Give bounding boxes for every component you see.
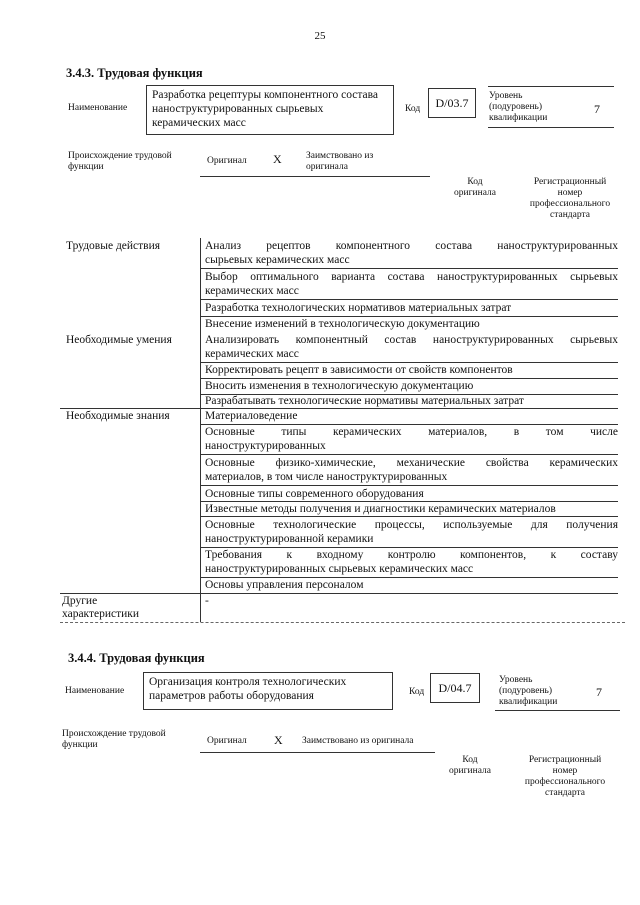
knowledge-line-3: наноструктурированных — [205, 440, 326, 452]
level-value: 7 — [594, 102, 600, 116]
code-original-label-2: Код оригинала — [449, 755, 491, 776]
divider — [200, 501, 618, 502]
level-border-bottom — [488, 127, 614, 128]
divider — [200, 424, 618, 425]
origin-underline — [200, 176, 430, 177]
reg-number-label: Регистрационный номер профессионального стандарта — [529, 177, 611, 220]
knowledge-line-1: Материаловедение — [205, 410, 298, 422]
original-mark: X — [273, 152, 282, 166]
knowledge-line-9: наноструктурированной керамики — [205, 533, 374, 545]
divider — [200, 485, 618, 486]
borrowed-label-2: Заимствовано из оригинала — [302, 736, 414, 746]
level-label: Уровень (подуровень) квалификации — [489, 91, 548, 123]
borrowed-label: Заимствовано из оригинала — [306, 151, 374, 172]
knowledge-line-5: материалов, в том числе наноструктурированных — [205, 471, 448, 483]
original-label-2: Оригинал — [207, 736, 247, 746]
reg-number-label-2: Регистрационный номер профессионального стандарта — [524, 755, 606, 798]
divider — [200, 454, 618, 455]
original-mark-2: X — [274, 733, 283, 747]
labor-action-line-3: Выбор оптимального варианта состава наноструктурированных сырьевых — [205, 271, 618, 283]
divider — [60, 408, 618, 409]
skill-line-2: керамических масс — [205, 348, 299, 360]
function-name-box: Разработка рецептуры компонентного состава наноструктурированных сырьевых керамических масс — [146, 85, 394, 135]
knowledge-line-6: Основные типы современного оборудования — [205, 488, 424, 500]
function-name-box-2: Организация контроля технологических параметров работы оборудования — [143, 672, 393, 710]
skill-line-1: Анализировать компонентный состав наноструктурированных сырьевых — [205, 334, 618, 346]
divider — [60, 593, 618, 594]
level-border-bottom-2 — [495, 710, 620, 711]
labor-action-line-6: Внесение изменений в технологическую документацию — [205, 318, 480, 330]
section-title-2: 3.4.4. Трудовая функция — [68, 651, 205, 665]
knowledge-line-2: Основные типы керамических материалов, в том числе — [205, 426, 618, 438]
origin-label: Происхождение трудовой функции — [68, 151, 172, 172]
original-label: Оригинал — [207, 156, 247, 166]
labor-action-line-4: керамических масс — [205, 285, 299, 297]
code-value-box: D/03.7 — [428, 88, 476, 118]
labor-action-line-5: Разработка технологических нормативов материальных затрат — [205, 302, 512, 314]
knowledge-line-10: Требования к входному контролю компонентов, к составу — [205, 549, 618, 561]
name-label: Наименование — [68, 103, 128, 113]
divider — [200, 547, 618, 548]
divider — [200, 268, 618, 269]
divider — [200, 516, 618, 517]
code-label-2: Код — [409, 687, 425, 697]
knowledge-line-11: наноструктурированных сырьевых керамических масс — [205, 563, 474, 575]
knowledge-line-8: Основные технологические процессы, используемые для получения — [205, 519, 618, 531]
column-divider — [200, 238, 201, 622]
level-border-top — [488, 86, 614, 87]
labor-action-line-2: сырьевых керамических масс — [205, 254, 350, 266]
labor-actions-label: Трудовые действия — [66, 240, 161, 252]
name-label-2: Наименование — [65, 686, 125, 696]
skills-label: Необходимые умения — [66, 334, 172, 346]
code-value-box-2: D/04.7 — [430, 673, 480, 703]
code-label: Код — [405, 104, 421, 114]
knowledge-line-12: Основы управления персоналом — [205, 579, 364, 591]
divider — [200, 316, 618, 317]
knowledge-line-7: Известные методы получения и диагностики керамических материалов — [205, 503, 556, 515]
origin-label-2: Происхождение трудовой функции — [62, 729, 166, 750]
divider — [200, 299, 618, 300]
page-number: 25 — [314, 30, 326, 42]
code-original-label: Код оригинала — [454, 177, 496, 198]
level-value-2: 7 — [596, 685, 602, 699]
other-characteristics-value: - — [205, 595, 209, 607]
origin-underline-2 — [200, 752, 435, 753]
section-title: 3.4.3. Трудовая функция — [66, 66, 203, 80]
divider — [200, 378, 618, 379]
divider — [200, 362, 618, 363]
labor-action-line-1: Анализ рецептов компонентного состава наноструктурированных — [205, 240, 618, 252]
level-label-2: Уровень (подуровень) квалификации — [499, 675, 558, 707]
table-bottom-border — [60, 622, 625, 623]
divider — [200, 577, 618, 578]
skill-line-4: Вносить изменения в технологическую документацию — [205, 380, 474, 392]
other-characteristics-label: Другие характеристики — [62, 595, 140, 620]
knowledge-label: Необходимые знания — [66, 410, 170, 422]
knowledge-line-4: Основные физико-химические, механические свойства керамических — [205, 457, 618, 469]
skill-line-5: Разрабатывать технологические нормативы материальных затрат — [205, 395, 524, 407]
skill-line-3: Корректировать рецепт в зависимости от свойств компонентов — [205, 364, 513, 376]
